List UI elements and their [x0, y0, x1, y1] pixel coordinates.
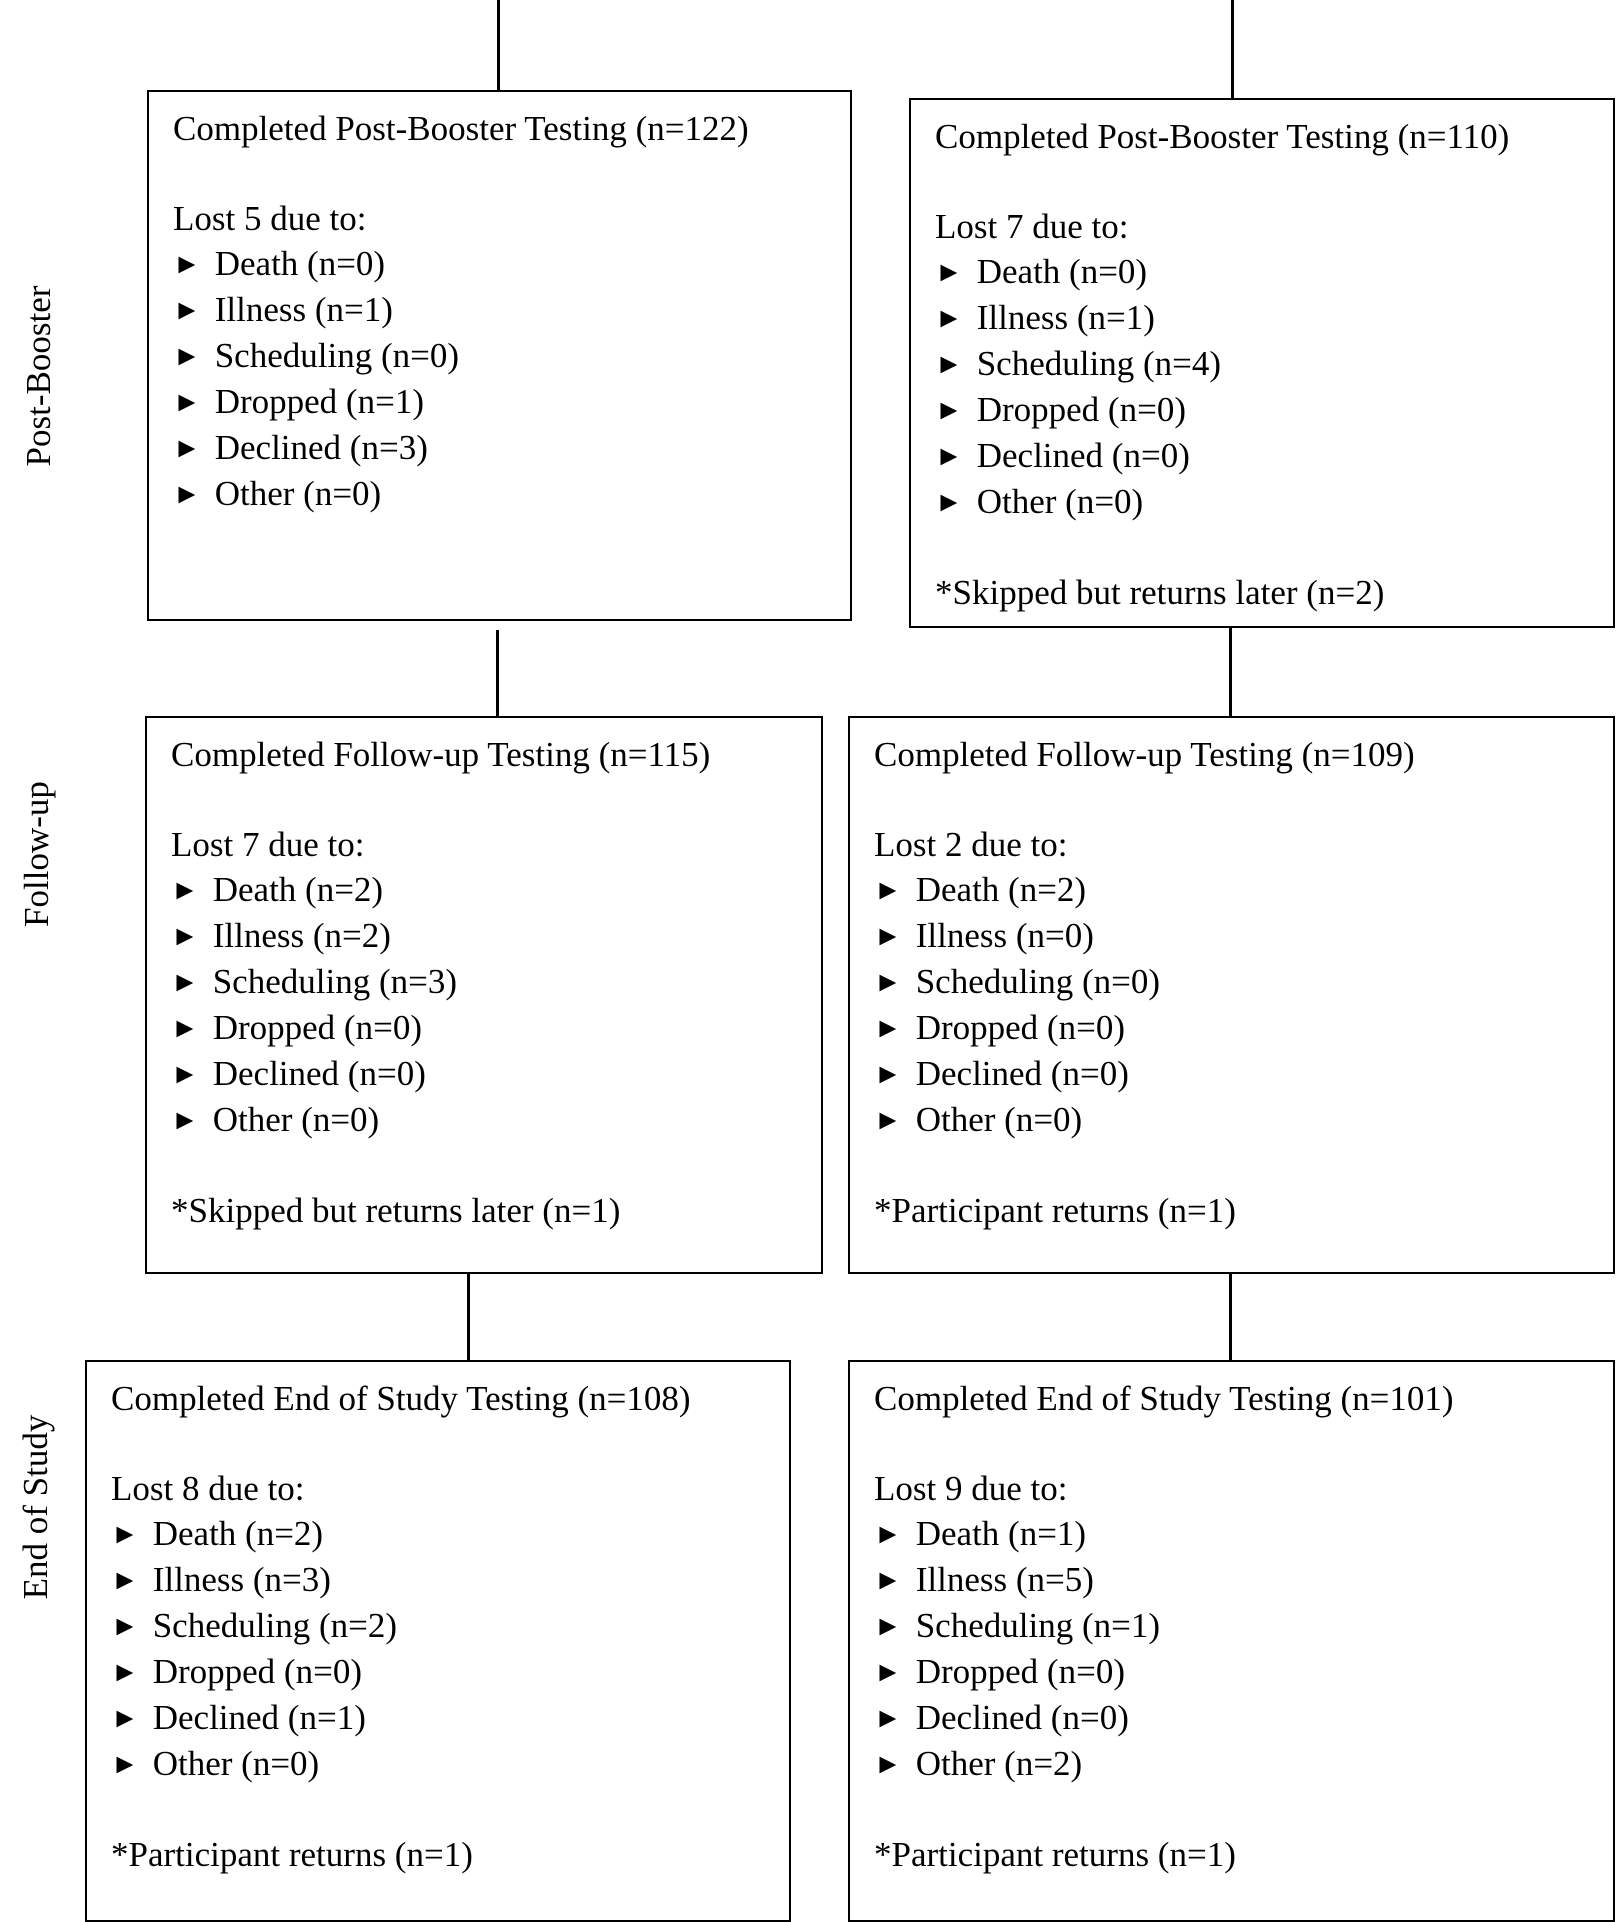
reason-item	[935, 433, 1509, 479]
reason-label: Dropped (n=0)	[915, 1008, 1125, 1047]
lost-count: Lost 9 due to:	[874, 1469, 1068, 1508]
reason-label: Scheduling (n=0)	[214, 336, 460, 375]
box-title: Completed End of Study Testing (n=101)	[874, 1379, 1454, 1418]
reason-item	[111, 1511, 691, 1557]
connector-right-top	[1231, 0, 1234, 98]
reason-label: Dropped (n=0)	[212, 1008, 422, 1047]
box-right-follow-up	[848, 716, 1615, 1274]
reason-label: Death (n=2)	[915, 870, 1087, 909]
stage-label-post-booster: Post-Booster	[19, 285, 58, 467]
box-note: *Skipped but returns later (n=1)	[171, 1191, 621, 1230]
reason-label: Illness (n=2)	[212, 916, 391, 955]
triangle-bullet-icon: ►	[874, 967, 902, 998]
box-left-follow-up	[145, 716, 823, 1274]
reason-label: Illness (n=5)	[915, 1560, 1094, 1599]
triangle-bullet-icon: ►	[874, 1611, 902, 1642]
reason-label: Declined (n=0)	[915, 1054, 1129, 1093]
reason-label: Illness (n=0)	[915, 916, 1094, 955]
triangle-bullet-icon: ►	[935, 349, 963, 380]
lost-count: Lost 8 due to:	[111, 1469, 305, 1508]
stage-label-follow-up: Follow-up	[17, 781, 56, 927]
box-right-post-booster	[909, 98, 1615, 628]
reason-item	[874, 1741, 1454, 1787]
triangle-bullet-icon: ►	[935, 257, 963, 288]
reason-item	[874, 867, 1415, 913]
reason-item	[935, 249, 1509, 295]
reason-item	[171, 1005, 710, 1051]
reason-label: Scheduling (n=1)	[915, 1606, 1161, 1645]
reason-label: Other (n=0)	[214, 474, 382, 513]
stage-label-end-of-study: End of Study	[16, 1414, 55, 1600]
connector-left-top	[497, 0, 500, 92]
reason-label: Dropped (n=0)	[976, 390, 1186, 429]
reason-item	[935, 341, 1509, 387]
reason-item	[111, 1603, 691, 1649]
reason-item	[935, 387, 1509, 433]
triangle-bullet-icon: ►	[171, 967, 199, 998]
reason-label: Other (n=2)	[915, 1744, 1083, 1783]
box-note: *Participant returns (n=1)	[111, 1835, 473, 1874]
triangle-bullet-icon: ►	[171, 1059, 199, 1090]
reason-label: Death (n=2)	[212, 870, 384, 909]
triangle-bullet-icon: ►	[874, 1565, 902, 1596]
box-content	[935, 114, 1509, 615]
reason-item	[874, 1005, 1415, 1051]
connector-left-post-to-follow	[496, 630, 499, 718]
reason-label: Declined (n=3)	[214, 428, 428, 467]
reason-item	[111, 1741, 691, 1787]
connector-right-post-to-follow	[1229, 628, 1232, 718]
reason-label: Death (n=1)	[915, 1514, 1087, 1553]
connector-left-follow-to-end	[467, 1274, 470, 1362]
reason-label: Declined (n=0)	[212, 1054, 426, 1093]
box-note: *Participant returns (n=1)	[874, 1191, 1236, 1230]
reason-label: Other (n=0)	[976, 482, 1144, 521]
triangle-bullet-icon: ►	[111, 1657, 139, 1688]
reason-item	[111, 1695, 691, 1741]
reason-label: Declined (n=0)	[976, 436, 1190, 475]
reason-label: Scheduling (n=2)	[152, 1606, 398, 1645]
triangle-bullet-icon: ►	[173, 387, 201, 418]
reason-label: Illness (n=1)	[214, 290, 393, 329]
reason-item	[874, 959, 1415, 1005]
reason-item	[935, 479, 1509, 525]
reason-label: Dropped (n=1)	[214, 382, 424, 421]
box-title: Completed Follow-up Testing (n=115)	[171, 735, 711, 774]
triangle-bullet-icon: ►	[173, 295, 201, 326]
reason-item	[111, 1649, 691, 1695]
reason-label: Scheduling (n=3)	[212, 962, 458, 1001]
reason-label: Dropped (n=0)	[152, 1652, 362, 1691]
reason-label: Scheduling (n=0)	[915, 962, 1161, 1001]
triangle-bullet-icon: ►	[874, 1105, 902, 1136]
lost-count: Lost 2 due to:	[874, 825, 1068, 864]
triangle-bullet-icon: ►	[173, 479, 201, 510]
reason-item	[173, 241, 749, 287]
reason-label: Other (n=0)	[915, 1100, 1083, 1139]
reason-item	[874, 1511, 1454, 1557]
triangle-bullet-icon: ►	[111, 1611, 139, 1642]
triangle-bullet-icon: ►	[173, 433, 201, 464]
triangle-bullet-icon: ►	[874, 1749, 902, 1780]
box-content	[173, 106, 749, 517]
lost-count: Lost 7 due to:	[935, 207, 1129, 246]
reason-label: Declined (n=1)	[152, 1698, 366, 1737]
lost-count: Lost 5 due to:	[173, 199, 367, 238]
reason-label: Other (n=0)	[212, 1100, 380, 1139]
box-content	[874, 732, 1415, 1233]
reason-label: Declined (n=0)	[915, 1698, 1129, 1737]
reason-item	[173, 333, 749, 379]
reason-label: Illness (n=1)	[976, 298, 1155, 337]
box-title: Completed Post-Booster Testing (n=110)	[935, 117, 1510, 156]
reason-item	[874, 1051, 1415, 1097]
connector-right-follow-to-end	[1229, 1274, 1232, 1362]
reason-item	[935, 295, 1509, 341]
triangle-bullet-icon: ►	[935, 441, 963, 472]
reason-label: Death (n=0)	[976, 252, 1148, 291]
reason-item	[173, 425, 749, 471]
triangle-bullet-icon: ►	[111, 1749, 139, 1780]
reason-item	[171, 1097, 710, 1143]
triangle-bullet-icon: ►	[173, 341, 201, 372]
triangle-bullet-icon: ►	[171, 921, 199, 952]
box-title: Completed Post-Booster Testing (n=122)	[173, 109, 749, 148]
box-left-end-of-study	[85, 1360, 791, 1922]
reason-label: Dropped (n=0)	[915, 1652, 1125, 1691]
box-note: *Skipped but returns later (n=2)	[935, 573, 1385, 612]
box-content	[171, 732, 710, 1233]
triangle-bullet-icon: ►	[874, 875, 902, 906]
triangle-bullet-icon: ►	[111, 1519, 139, 1550]
reason-label: Other (n=0)	[152, 1744, 320, 1783]
triangle-bullet-icon: ►	[171, 1105, 199, 1136]
reason-item	[874, 913, 1415, 959]
reason-label: Death (n=0)	[214, 244, 386, 283]
box-title: Completed Follow-up Testing (n=109)	[874, 735, 1415, 774]
triangle-bullet-icon: ►	[173, 249, 201, 280]
triangle-bullet-icon: ►	[111, 1565, 139, 1596]
reason-label: Death (n=2)	[152, 1514, 324, 1553]
triangle-bullet-icon: ►	[111, 1703, 139, 1734]
reason-label: Illness (n=3)	[152, 1560, 331, 1599]
reason-item	[171, 913, 710, 959]
reason-item	[173, 379, 749, 425]
box-left-post-booster	[147, 90, 852, 621]
triangle-bullet-icon: ►	[935, 487, 963, 518]
box-title: Completed End of Study Testing (n=108)	[111, 1379, 691, 1418]
reason-label: Scheduling (n=4)	[976, 344, 1222, 383]
triangle-bullet-icon: ►	[171, 1013, 199, 1044]
triangle-bullet-icon: ►	[874, 1013, 902, 1044]
box-right-end-of-study	[848, 1360, 1615, 1922]
reason-item	[171, 867, 710, 913]
box-note: *Participant returns (n=1)	[874, 1835, 1236, 1874]
reason-item	[874, 1695, 1454, 1741]
reason-item	[173, 287, 749, 333]
box-content	[874, 1376, 1454, 1877]
reason-item	[874, 1603, 1454, 1649]
triangle-bullet-icon: ►	[935, 395, 963, 426]
triangle-bullet-icon: ►	[874, 1519, 902, 1550]
reason-item	[111, 1557, 691, 1603]
reason-item	[874, 1557, 1454, 1603]
triangle-bullet-icon: ►	[171, 875, 199, 906]
reason-item	[874, 1649, 1454, 1695]
triangle-bullet-icon: ►	[874, 921, 902, 952]
triangle-bullet-icon: ►	[935, 303, 963, 334]
triangle-bullet-icon: ►	[874, 1059, 902, 1090]
reason-item	[173, 471, 749, 517]
reason-item	[171, 959, 710, 1005]
triangle-bullet-icon: ►	[874, 1703, 902, 1734]
lost-count: Lost 7 due to:	[171, 825, 365, 864]
box-content	[111, 1376, 691, 1877]
reason-item	[874, 1097, 1415, 1143]
triangle-bullet-icon: ►	[874, 1657, 902, 1688]
reason-item	[171, 1051, 710, 1097]
